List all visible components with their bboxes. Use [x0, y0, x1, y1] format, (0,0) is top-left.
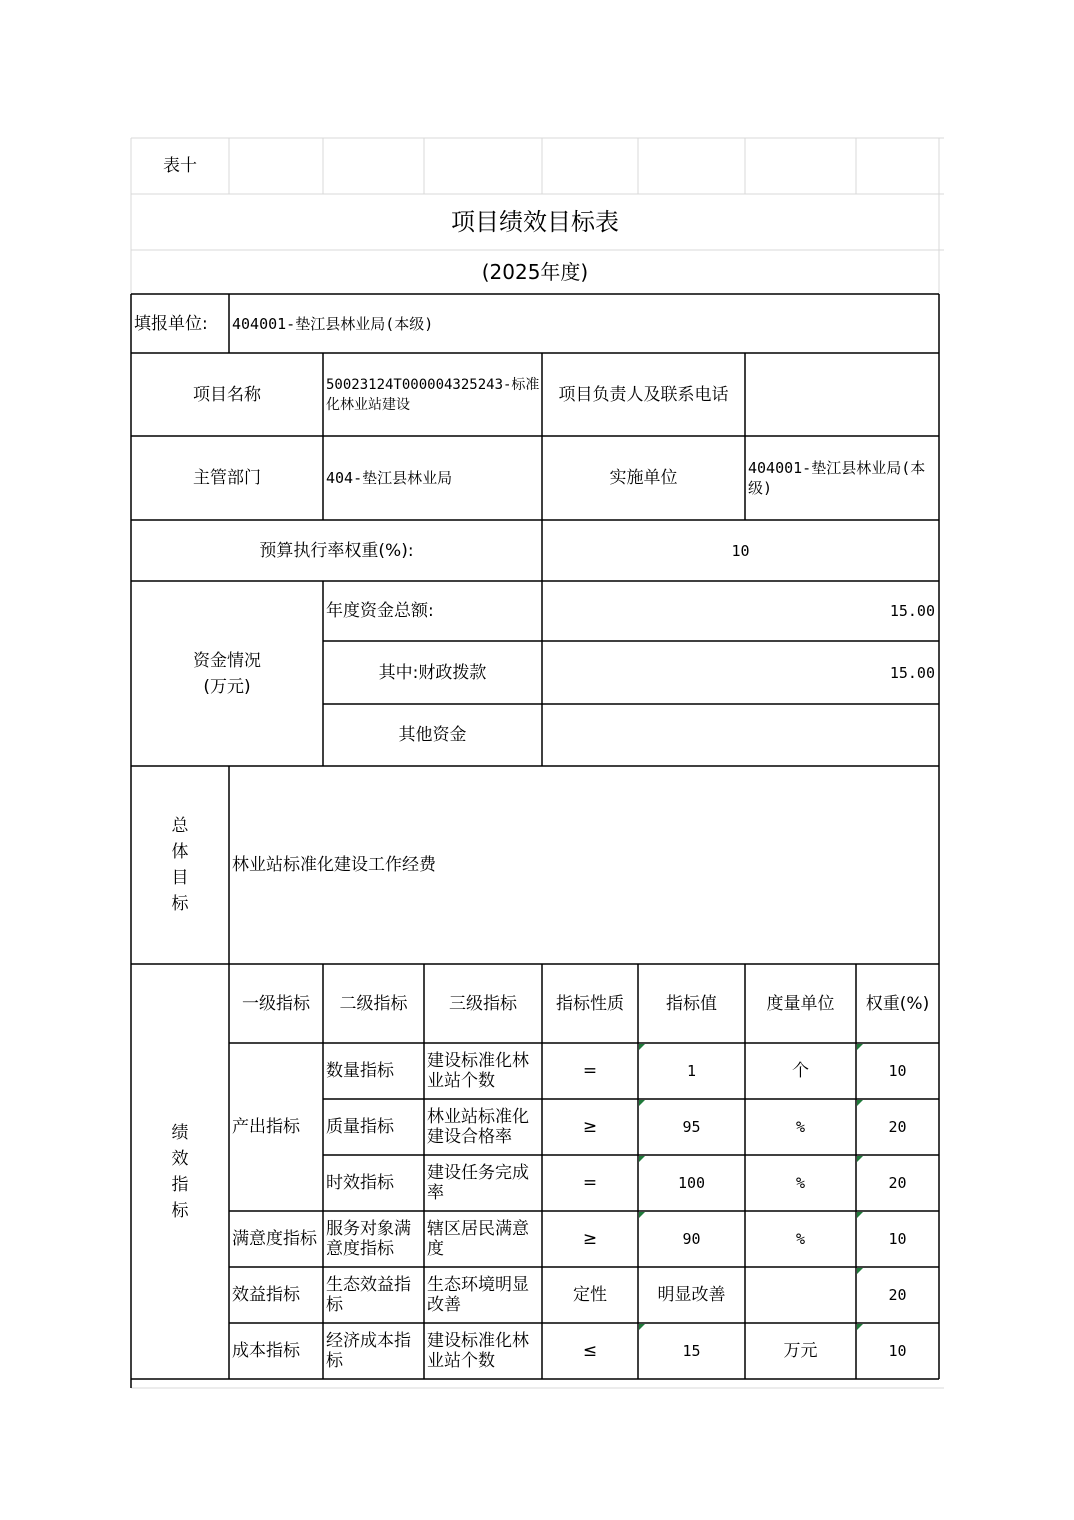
cell-marker-icon — [857, 1268, 863, 1274]
table-row-l2: 数量指标 — [326, 1061, 394, 1081]
budget-weight-value: 10 — [731, 541, 750, 560]
cell-marker-icon — [857, 1044, 863, 1050]
table-row-value: 95 — [682, 1118, 701, 1136]
fiscal-value: 15.00 — [889, 663, 935, 682]
project-name-label: 项目名称 — [193, 384, 261, 405]
table-row-l3: 建设任务完成率 — [427, 1163, 529, 1203]
page-title: 项目绩效目标表 — [451, 208, 619, 236]
table-row-value: 1 — [686, 1062, 697, 1080]
cell-marker-icon — [857, 1324, 863, 1330]
table-row-weight: 20 — [888, 1118, 907, 1136]
impl-value: 404001-垫江县林业局(本级) — [748, 459, 926, 497]
cell-marker-icon — [639, 1156, 645, 1162]
table-row-value: 15 — [682, 1342, 701, 1360]
table-row-value: 90 — [682, 1230, 701, 1248]
cell-marker-icon — [639, 1324, 645, 1330]
goal-label: 总 体 目 标 — [171, 816, 189, 914]
table-row-weight: 10 — [888, 1230, 907, 1248]
dept-label: 主管部门 — [193, 468, 261, 488]
dept-value: 404-垫江县林业局 — [326, 469, 453, 487]
cell-marker-icon — [857, 1100, 863, 1106]
header-weight: 权重(%) — [865, 993, 930, 1014]
year-subtitle: (2025年度) — [481, 260, 589, 284]
l1-output: 产出指标 — [232, 1117, 300, 1137]
header-value: 指标值 — [666, 993, 717, 1014]
table-row-l3: 建设标准化林业站个数 — [427, 1051, 529, 1091]
table-row-l2: 经济成本指标 — [326, 1331, 411, 1371]
table-row-l2: 质量指标 — [326, 1117, 394, 1137]
table-row-nature: 定性 — [573, 1285, 607, 1305]
table-row-nature: ≥ — [582, 1117, 598, 1137]
table-row-l1: 效益指标 — [232, 1285, 300, 1305]
table-row-l1: 成本指标 — [232, 1341, 300, 1361]
table-row-weight: 10 — [888, 1062, 907, 1080]
fiscal-label: 其中:财政拨款 — [378, 662, 487, 683]
table-row-unit: % — [795, 1118, 806, 1136]
unit-label: 填报单位: — [134, 313, 208, 334]
header-unit: 度量单位 — [766, 993, 835, 1014]
table-row-l1: 满意度指标 — [232, 1229, 317, 1249]
table-row-l2: 生态效益指标 — [326, 1275, 411, 1315]
budget-weight-label: 预算执行率权重(%): — [259, 540, 414, 561]
contact-label: 项目负责人及联系电话 — [558, 384, 729, 405]
cell-marker-icon — [639, 1100, 645, 1106]
sheet-label: 表十 — [163, 156, 197, 176]
header-l2: 二级指标 — [339, 993, 408, 1014]
cell-marker-icon — [639, 1044, 645, 1050]
table-row-nature: ≤ — [582, 1341, 598, 1361]
header-l3: 三级指标 — [449, 993, 517, 1014]
table-row-weight: 20 — [888, 1174, 907, 1192]
table-row-l3: 林业站标准化建设合格率 — [427, 1107, 529, 1147]
cell-marker-icon — [857, 1156, 863, 1162]
perf-label: 绩 效 指 标 — [171, 1122, 189, 1221]
annual-total-value: 15.00 — [889, 602, 935, 620]
table-row-l2: 时效指标 — [326, 1173, 394, 1193]
table-row-value: 100 — [677, 1174, 706, 1192]
impl-label: 实施单位 — [609, 468, 678, 488]
contact-value — [745, 353, 939, 436]
table-row-nature: = — [582, 1173, 598, 1193]
table-row-unit: % — [795, 1174, 806, 1192]
table-row-unit: 个 — [792, 1061, 809, 1081]
other-funds-label: 其他资金 — [398, 725, 467, 745]
other-funds-value — [542, 704, 939, 766]
header-nature: 指标性质 — [556, 993, 624, 1014]
table-row-weight: 10 — [888, 1342, 907, 1360]
unit-value: 404001-垫江县林业局(本级) — [232, 314, 434, 333]
table-row-unit: 万元 — [783, 1341, 818, 1361]
table-row-l2: 服务对象满意度指标 — [326, 1219, 411, 1259]
table-row-nature: = — [582, 1061, 598, 1081]
table-row-unit: % — [795, 1230, 806, 1248]
table-row-value: 明显改善 — [657, 1285, 726, 1305]
table-row-nature: ≥ — [582, 1229, 598, 1249]
header-l1: 一级指标 — [242, 993, 310, 1014]
cell-marker-icon — [857, 1212, 863, 1218]
table-row-l3: 建设标准化林业站个数 — [427, 1331, 529, 1371]
funds-label: 资金情况 (万元) — [193, 650, 261, 697]
annual-total-label: 年度资金总额: — [326, 601, 434, 621]
goal-value: 林业站标准化建设工作经费 — [232, 855, 436, 875]
table-row-l3: 辖区居民满意度 — [427, 1219, 529, 1259]
project-name-value: 50023124T000004325243-标准化林业站建设 — [326, 376, 540, 413]
cell-marker-icon — [639, 1212, 645, 1218]
table-row-weight: 20 — [888, 1286, 907, 1304]
table-row-unit — [745, 1267, 856, 1323]
table-row-l3: 生态环境明显改善 — [427, 1275, 529, 1315]
